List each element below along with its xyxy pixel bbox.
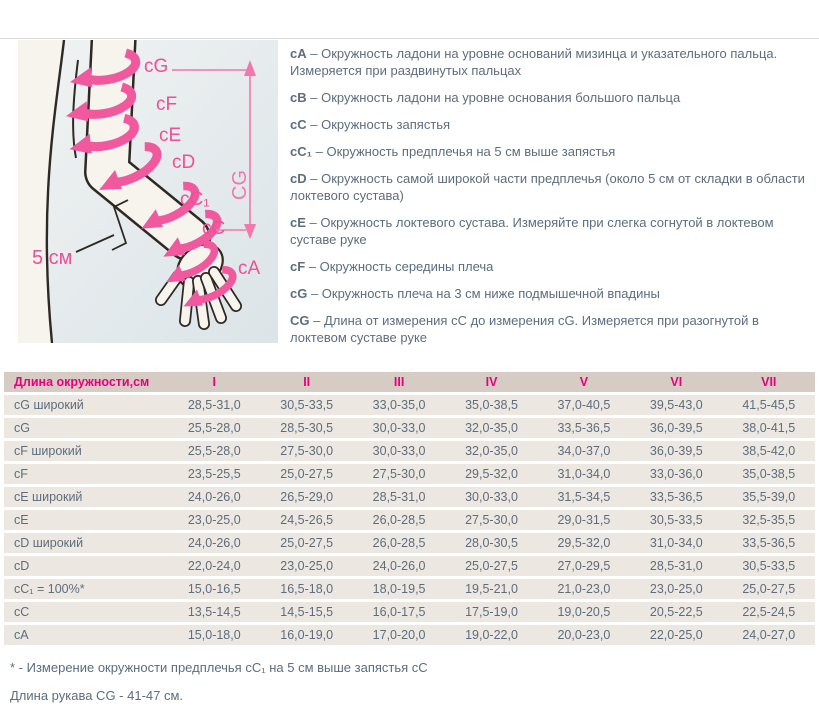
- footnotes: [10, 660, 790, 704]
- table-cell: 18,0-19,5: [353, 579, 445, 599]
- measurement-code: CG: [290, 313, 310, 328]
- description-item: [290, 116, 810, 133]
- measurement-text: – Окружность предплечья на 5 см выше запястья: [312, 144, 616, 159]
- col-header-size: I: [168, 372, 260, 392]
- row-label: cF: [4, 464, 168, 484]
- description-item: [290, 45, 810, 79]
- table-cell: 28,5-31,0: [630, 556, 722, 576]
- top-divider: [0, 38, 819, 39]
- table-cell: 31,5-34,5: [538, 487, 630, 507]
- col-header-label: Длина окружности,см: [4, 372, 168, 392]
- measurement-section: [18, 40, 813, 346]
- table-row: [4, 395, 815, 415]
- measurement-text: – Окружность ладони на уровне основания большого пальца: [306, 90, 681, 105]
- measurement-code: cC: [290, 117, 307, 132]
- table-cell: 22,0-25,0: [630, 625, 722, 645]
- table-cell: 36,0-39,5: [630, 441, 722, 461]
- table-cell: 24,0-26,0: [353, 556, 445, 576]
- five-cm-label: 5 см: [32, 247, 73, 269]
- table-cell: 23,0-25,0: [168, 510, 260, 530]
- table-row: [4, 602, 815, 622]
- point-label-cC: cC: [202, 218, 226, 239]
- table-cell: 28,5-31,0: [168, 395, 260, 415]
- table-cell: 22,5-24,5: [723, 602, 815, 622]
- point-label-cG: cG: [144, 56, 169, 77]
- point-label-cD: cD: [172, 152, 196, 173]
- table-row: [4, 579, 815, 599]
- description-item: [290, 285, 810, 302]
- table-cell: 16,5-18,0: [260, 579, 352, 599]
- table-cell: 33,5-36,5: [630, 487, 722, 507]
- table-cell: 30,0-33,0: [445, 487, 537, 507]
- row-label: cD широкий: [4, 533, 168, 553]
- table-row: [4, 625, 815, 645]
- table-cell: 39,5-43,0: [630, 395, 722, 415]
- cg-length-label: CG: [229, 170, 251, 200]
- table-row: [4, 556, 815, 576]
- point-label-cC1: cC₁: [180, 189, 210, 210]
- table-cell: 30,0-33,0: [353, 441, 445, 461]
- row-label: cA: [4, 625, 168, 645]
- table-cell: 17,5-19,0: [445, 602, 537, 622]
- table-row: [4, 464, 815, 484]
- table-cell: 25,0-27,5: [723, 579, 815, 599]
- table-cell: 13,5-14,5: [168, 602, 260, 622]
- table-cell: 35,0-38,5: [723, 464, 815, 484]
- table-cell: 38,0-41,5: [723, 418, 815, 438]
- size-table-body: [4, 395, 815, 645]
- table-cell: 28,5-30,5: [260, 418, 352, 438]
- table-cell: 33,0-35,0: [353, 395, 445, 415]
- description-item: [290, 312, 810, 346]
- table-cell: 14,5-15,5: [260, 602, 352, 622]
- description-item: [290, 89, 810, 106]
- table-cell: 23,0-25,0: [630, 579, 722, 599]
- measurement-code: cF: [290, 259, 306, 274]
- table-cell: 29,5-32,0: [538, 533, 630, 553]
- table-cell: 29,0-31,5: [538, 510, 630, 530]
- table-row: [4, 441, 815, 461]
- measurement-text: – Окружность запястья: [306, 117, 451, 132]
- table-cell: 24,5-26,5: [260, 510, 352, 530]
- table-row: [4, 418, 815, 438]
- table-cell: 36,0-39,5: [630, 418, 722, 438]
- measurement-text: – Окружность ладони на уровне оснований мизинца и указательного пальца. Измеряется при раздвинутых пальцах: [290, 46, 778, 78]
- measurement-text: – Окружность локтевого сустава. Измеряйте при слегка согнутой в локтевом суставе руке: [290, 215, 774, 247]
- measurement-code: cD: [290, 171, 307, 186]
- table-cell: 21,0-23,0: [538, 579, 630, 599]
- col-header-size: VI: [630, 372, 722, 392]
- table-row: [4, 533, 815, 553]
- measurement-text: – Окружность плеча на 3 см ниже подмышечной впадины: [307, 286, 660, 301]
- table-cell: 26,0-28,5: [353, 510, 445, 530]
- table-cell: 28,0-30,5: [445, 533, 537, 553]
- description-item: [290, 170, 810, 204]
- table-cell: 30,0-33,0: [353, 418, 445, 438]
- table-cell: 29,5-32,0: [445, 464, 537, 484]
- point-label-cF: cF: [156, 94, 178, 115]
- point-label-cA: cA: [238, 258, 261, 279]
- table-cell: 33,5-36,5: [538, 418, 630, 438]
- col-header-size: V: [538, 372, 630, 392]
- measurement-descriptions: [290, 40, 810, 346]
- table-cell: 26,5-29,0: [260, 487, 352, 507]
- description-item: [290, 258, 810, 275]
- table-cell: 24,0-26,0: [168, 533, 260, 553]
- col-header-size: IV: [445, 372, 537, 392]
- table-cell: 34,0-37,0: [538, 441, 630, 461]
- table-cell: 26,0-28,5: [353, 533, 445, 553]
- table-cell: 24,0-27,0: [723, 625, 815, 645]
- table-cell: 33,5-36,5: [723, 533, 815, 553]
- table-cell: 31,0-34,0: [630, 533, 722, 553]
- point-label-cE: cE: [159, 125, 182, 146]
- footnote: Длина рукава CG - 41-47 см.: [10, 688, 184, 703]
- row-label: cC: [4, 602, 168, 622]
- measurement-text: – Длина от измерения cC до измерения cG. Измеряется при разогнутой в локтевом суставе руке: [290, 313, 759, 345]
- measurement-text: – Окружность середины плеча: [305, 259, 494, 274]
- table-cell: 22,0-24,0: [168, 556, 260, 576]
- table-cell: 19,0-22,0: [445, 625, 537, 645]
- row-label: cF широкий: [4, 441, 168, 461]
- row-label: cE: [4, 510, 168, 530]
- measurement-code: cG: [290, 286, 308, 301]
- table-cell: 25,0-27,5: [445, 556, 537, 576]
- table-cell: 25,5-28,0: [168, 418, 260, 438]
- table-cell: 27,5-30,0: [445, 510, 537, 530]
- table-cell: 24,0-26,0: [168, 487, 260, 507]
- col-header-size: VII: [723, 372, 815, 392]
- table-cell: 30,5-33,5: [260, 395, 352, 415]
- table-cell: 31,0-34,0: [538, 464, 630, 484]
- table-cell: 20,0-23,0: [538, 625, 630, 645]
- table-cell: 25,0-27,5: [260, 464, 352, 484]
- table-cell: 23,5-25,5: [168, 464, 260, 484]
- table-cell: 19,5-21,0: [445, 579, 537, 599]
- description-item: [290, 143, 810, 160]
- footnote: * - Измерение окружности предплечья cC₁ на 5 см выше запястья cC: [10, 660, 428, 675]
- table-cell: 37,0-40,5: [538, 395, 630, 415]
- table-cell: 27,0-29,5: [538, 556, 630, 576]
- size-table: [4, 369, 815, 648]
- table-cell: 23,0-25,0: [260, 556, 352, 576]
- table-cell: 33,0-36,0: [630, 464, 722, 484]
- measurement-code: cC₁: [290, 144, 312, 159]
- table-cell: 16,0-19,0: [260, 625, 352, 645]
- arm-illustration: [18, 40, 278, 343]
- table-cell: 41,5-45,5: [723, 395, 815, 415]
- table-cell: 30,5-33,5: [723, 556, 815, 576]
- table-cell: 32,5-35,5: [723, 510, 815, 530]
- table-cell: 30,5-33,5: [630, 510, 722, 530]
- table-cell: 25,0-27,5: [260, 533, 352, 553]
- table-cell: 38,5-42,0: [723, 441, 815, 461]
- table-cell: 27,5-30,0: [353, 464, 445, 484]
- table-cell: 20,5-22,5: [630, 602, 722, 622]
- measurement-code: cE: [290, 215, 306, 230]
- table-cell: 15,0-18,0: [168, 625, 260, 645]
- table-cell: 35,5-39,0: [723, 487, 815, 507]
- col-header-size: III: [353, 372, 445, 392]
- table-cell: 19,0-20,5: [538, 602, 630, 622]
- table-row: [4, 487, 815, 507]
- measurement-code: cA: [290, 46, 307, 61]
- measurement-text: – Окружность самой широкой части предплечья (около 5 см от складки в области локтевого сустава): [290, 171, 805, 203]
- table-cell: 15,0-16,5: [168, 579, 260, 599]
- table-cell: 35,0-38,5: [445, 395, 537, 415]
- measurement-code: cB: [290, 90, 307, 105]
- table-cell: 32,0-35,0: [445, 441, 537, 461]
- arm-measurement-figure: [18, 40, 278, 343]
- table-cell: 16,0-17,5: [353, 602, 445, 622]
- row-label: cG широкий: [4, 395, 168, 415]
- table-cell: 27,5-30,0: [260, 441, 352, 461]
- size-table-header-row: [4, 372, 815, 392]
- col-header-size: II: [260, 372, 352, 392]
- row-label: cD: [4, 556, 168, 576]
- table-cell: 32,0-35,0: [445, 418, 537, 438]
- row-label: cG: [4, 418, 168, 438]
- table-cell: 28,5-31,0: [353, 487, 445, 507]
- table-cell: 25,5-28,0: [168, 441, 260, 461]
- row-label: cC₁ = 100%*: [4, 579, 168, 599]
- table-cell: 17,0-20,0: [353, 625, 445, 645]
- row-label: cE широкий: [4, 487, 168, 507]
- description-item: [290, 214, 810, 248]
- table-row: [4, 510, 815, 530]
